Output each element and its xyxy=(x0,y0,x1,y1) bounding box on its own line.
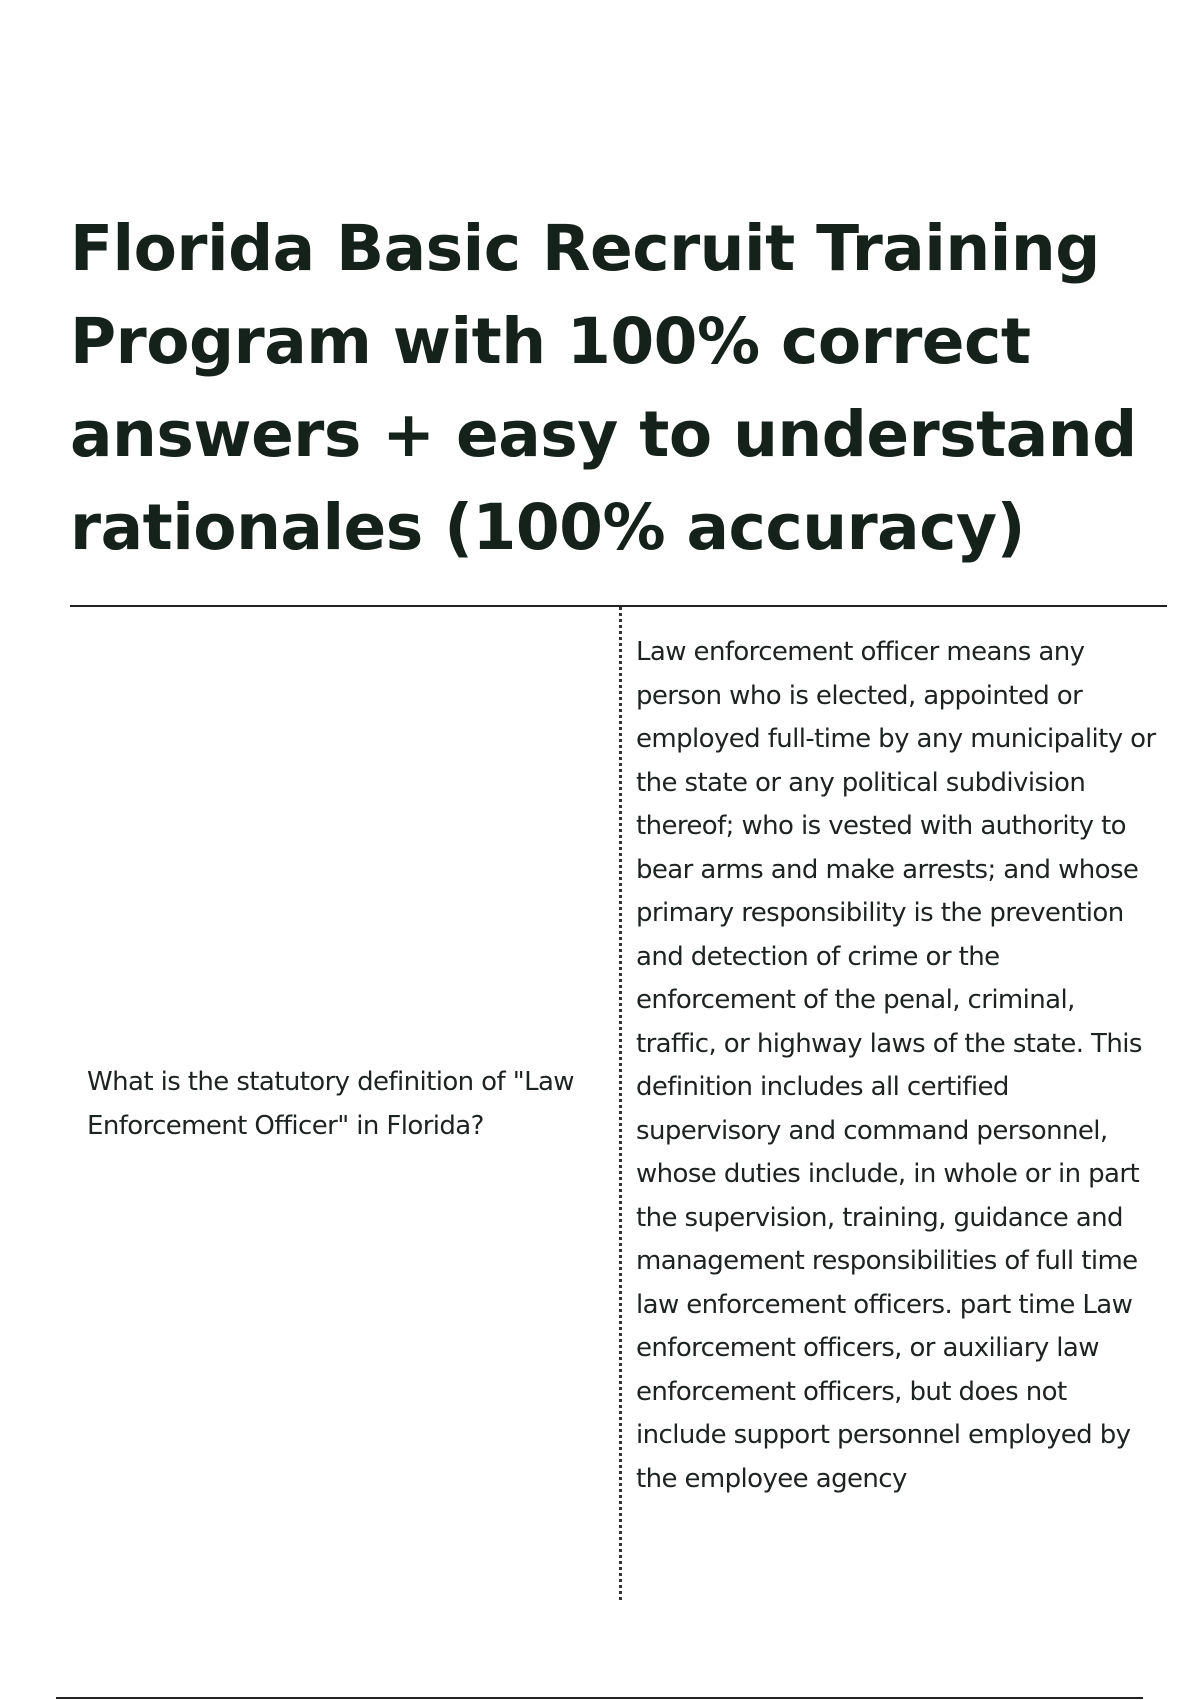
document-title: Florida Basic Recruit Training Program with 100% correct answers + easy to understand rationales (100% accuracy) xyxy=(70,212,1137,564)
qa-row xyxy=(70,607,1167,1600)
column-divider xyxy=(619,607,622,1600)
question-text: What is the statutory definition of "Law Enforcement Officer" in Florida? xyxy=(87,1066,574,1141)
answer-text: Law enforcement officer means any person who is elected, appointed or employed full-time by any municipality or the state or any political subdivision thereof; who is vested with authority to bear arms and make arrests; and whose primary responsibility is the prevention and detection of crime or the enforcement of the penal, criminal, traffic, or highway laws of the state. This definition includes all certified supervisory and command personnel, whose duties include, in whole or in part the supervision, training, guidance and management responsibilities of full time law enforcement officers. part time Law enforcement officers, or auxiliary law enforcement officers, but does not include support personnel employed by the employee agency xyxy=(636,637,1156,1494)
page-bottom-divider xyxy=(56,1697,1143,1699)
answer-cell xyxy=(636,631,1161,1501)
question-cell xyxy=(70,607,618,1600)
